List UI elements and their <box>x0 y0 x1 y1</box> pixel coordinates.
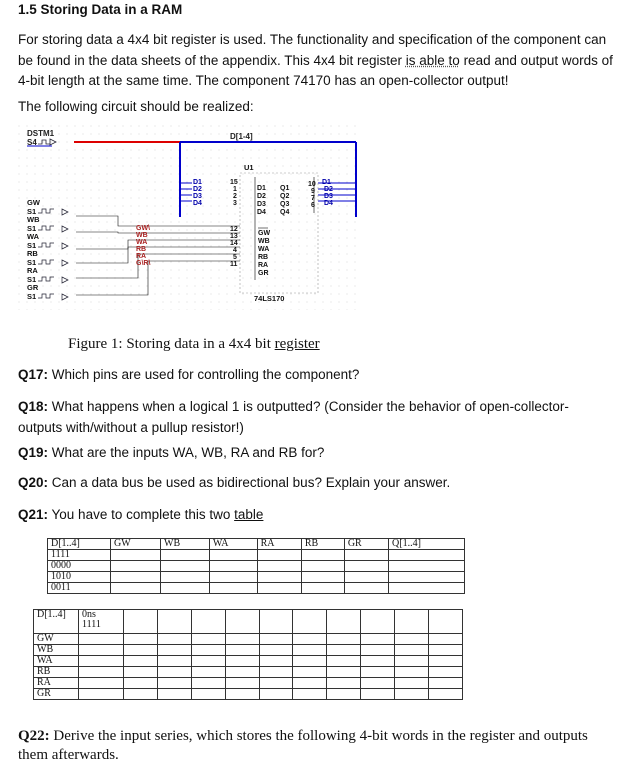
question-text: Which pins are used for controlling the component? <box>48 367 360 382</box>
pin-number: 3 <box>233 200 237 207</box>
question-21 <box>18 505 608 526</box>
table-header-cell: RB <box>301 539 344 550</box>
left-bus-pin: D3 <box>193 193 202 200</box>
question-text: What are the inputs WA, WB, RA and RB for? <box>48 445 325 460</box>
circuit-schematic <box>18 125 358 310</box>
table-cell: 0000 <box>48 561 111 572</box>
left-bus-pin: D1 <box>193 179 202 186</box>
pin-number: 5 <box>233 254 237 261</box>
pin-number: 12 <box>230 226 238 233</box>
circuit-intro: The following circuit should be realized: <box>18 99 254 114</box>
ctrl-pin: RB <box>136 246 147 253</box>
table-header-cell: GR <box>344 539 388 550</box>
dstm-label: DSTM1 <box>27 129 55 138</box>
table-time-cell <box>79 610 124 634</box>
table-cell: GW <box>34 634 79 645</box>
intro-text-1: For storing data a 4x4 bit register is used. The functionality and specification of the component can be found in the data sheets of the appendix. This 4x4 bit register <box>18 32 607 68</box>
ctrl-pin: WB <box>136 232 148 239</box>
pin-number: 13 <box>230 233 238 240</box>
ctrl-pin: WA <box>136 239 148 246</box>
ic-control: WA <box>258 246 270 253</box>
pin-number-right: 9 <box>311 188 315 195</box>
stim-label: S1 <box>27 258 37 267</box>
right-bus-pin: D2 <box>324 186 333 193</box>
ctrl-pin: RA <box>136 253 147 260</box>
stim-label: RA <box>27 266 38 275</box>
stim-label: S1 <box>27 241 37 250</box>
ic-input: D4 <box>257 209 266 216</box>
question-text: What happens when a logical 1 is outputted? (Consider the behavior of open-collector-outputs with/without a pullup resistor!) <box>18 399 569 435</box>
question-19 <box>18 443 608 464</box>
left-bus-pin: D4 <box>193 200 202 207</box>
table-row <box>34 634 463 645</box>
table-row <box>48 583 465 594</box>
table-row <box>34 689 463 700</box>
table-cell: 0011 <box>48 583 111 594</box>
table-2 <box>33 609 463 700</box>
table-cell: RA <box>34 678 79 689</box>
intro-paragraph <box>18 30 613 92</box>
ic-output: Q1 <box>280 185 290 192</box>
table-header-cell: WA <box>209 539 257 550</box>
table-row <box>48 572 465 583</box>
dstm-sub: S4 <box>27 138 37 147</box>
table-row <box>34 667 463 678</box>
table-1 <box>47 538 465 594</box>
table-cell: WA <box>34 656 79 667</box>
stim-label: GW <box>27 198 40 207</box>
bus-label: D[1-4] <box>230 132 253 141</box>
pin-number: 1 <box>233 186 237 193</box>
table-header-cell: GW <box>111 539 161 550</box>
left-bus-pin: D2 <box>193 186 202 193</box>
stim-label: S1 <box>27 224 37 233</box>
stim-label: GR <box>27 283 39 292</box>
table-row <box>34 678 463 689</box>
right-bus-pin: D4 <box>324 200 333 207</box>
question-22 <box>18 727 608 765</box>
question-underlined: table <box>234 507 264 522</box>
pin-number-right: 10 <box>308 181 316 188</box>
pin-number-right: 6 <box>311 202 315 209</box>
pin-number: 11 <box>230 261 238 268</box>
question-17 <box>18 365 608 386</box>
table-header-cell: WB <box>161 539 210 550</box>
table-row <box>48 561 465 572</box>
ic-input: D2 <box>257 193 266 200</box>
intro-text-2: read and output words of 4-bit length at the same time. The component 74170 has an open-collector output! <box>18 52 613 88</box>
question-number: Q20: <box>18 475 49 490</box>
question-text: You have to complete this two <box>48 507 235 522</box>
right-bus-pin: D1 <box>322 179 331 186</box>
question-18 <box>18 397 608 438</box>
table-header-cell: RA <box>257 539 301 550</box>
ic-input: D3 <box>257 201 266 208</box>
table-header-cell: D[1..4] <box>34 610 79 634</box>
ic-output: Q4 <box>280 209 290 216</box>
table-cell: 1010 <box>48 572 111 583</box>
ctrl-pin: GW\ <box>136 225 150 232</box>
table-header-cell: Q[1..4] <box>389 539 465 550</box>
table-cell: RB <box>34 667 79 678</box>
question-number: Q18: <box>18 399 49 414</box>
stim-label: S1 <box>27 292 37 301</box>
ic-output: Q2 <box>280 193 290 200</box>
question-20 <box>18 473 608 494</box>
figure-caption <box>68 336 320 353</box>
ic-control: RA <box>258 262 269 269</box>
time-value: 1111 <box>82 619 101 630</box>
stim-label: S1 <box>27 275 37 284</box>
pin-number: 4 <box>233 247 237 254</box>
caption-text: Figure 1: Storing data in a 4x4 bit <box>68 336 275 352</box>
question-number: Q19: <box>18 445 49 460</box>
table-row <box>34 645 463 656</box>
caption-underlined: register <box>274 336 320 352</box>
question-text: Derive the input series, which stores the following 4-bit words in the register and outputs them afterwards. <box>18 728 588 763</box>
stim-label: RB <box>27 249 38 258</box>
ic-control: GW <box>258 230 271 237</box>
table-header-row <box>34 610 463 634</box>
time-label: 0ns <box>82 609 96 620</box>
table-cell: WB <box>34 645 79 656</box>
pin-number-right: 7 <box>311 195 315 202</box>
ctrl-pin: G\R\ <box>136 260 151 267</box>
section-heading: 1.5 Storing Data in a RAM <box>18 2 183 17</box>
stim-label: WB <box>27 215 40 224</box>
table-header-row <box>48 539 465 550</box>
ic-control: RB <box>258 254 269 261</box>
question-text: Can a data bus be used as bidirectional bus? Explain your answer. <box>48 475 451 490</box>
table-cell: 1111 <box>48 550 111 561</box>
question-number: Q21: <box>18 507 49 522</box>
stim-label: WA <box>27 232 40 241</box>
intro-underlined: is able to <box>405 52 460 68</box>
right-bus-pin: D3 <box>324 193 333 200</box>
table-row <box>48 550 465 561</box>
pin-number: 14 <box>230 240 238 247</box>
pin-number: 2 <box>233 193 237 200</box>
table-header-cell: D[1..4] <box>48 539 111 550</box>
ic-control: GR <box>258 270 269 277</box>
pin-number: 15 <box>230 179 238 186</box>
table-cell: GR <box>34 689 79 700</box>
question-number: Q17: <box>18 367 49 382</box>
ic-ref: U1 <box>244 163 254 172</box>
question-number: Q22: <box>18 728 50 744</box>
table-row <box>34 656 463 667</box>
ic-control: WB <box>258 238 270 245</box>
ic-input: D1 <box>257 185 266 192</box>
ic-part: 74LS170 <box>254 294 285 303</box>
stim-label: S1 <box>27 207 37 216</box>
ic-output: Q3 <box>280 201 290 208</box>
